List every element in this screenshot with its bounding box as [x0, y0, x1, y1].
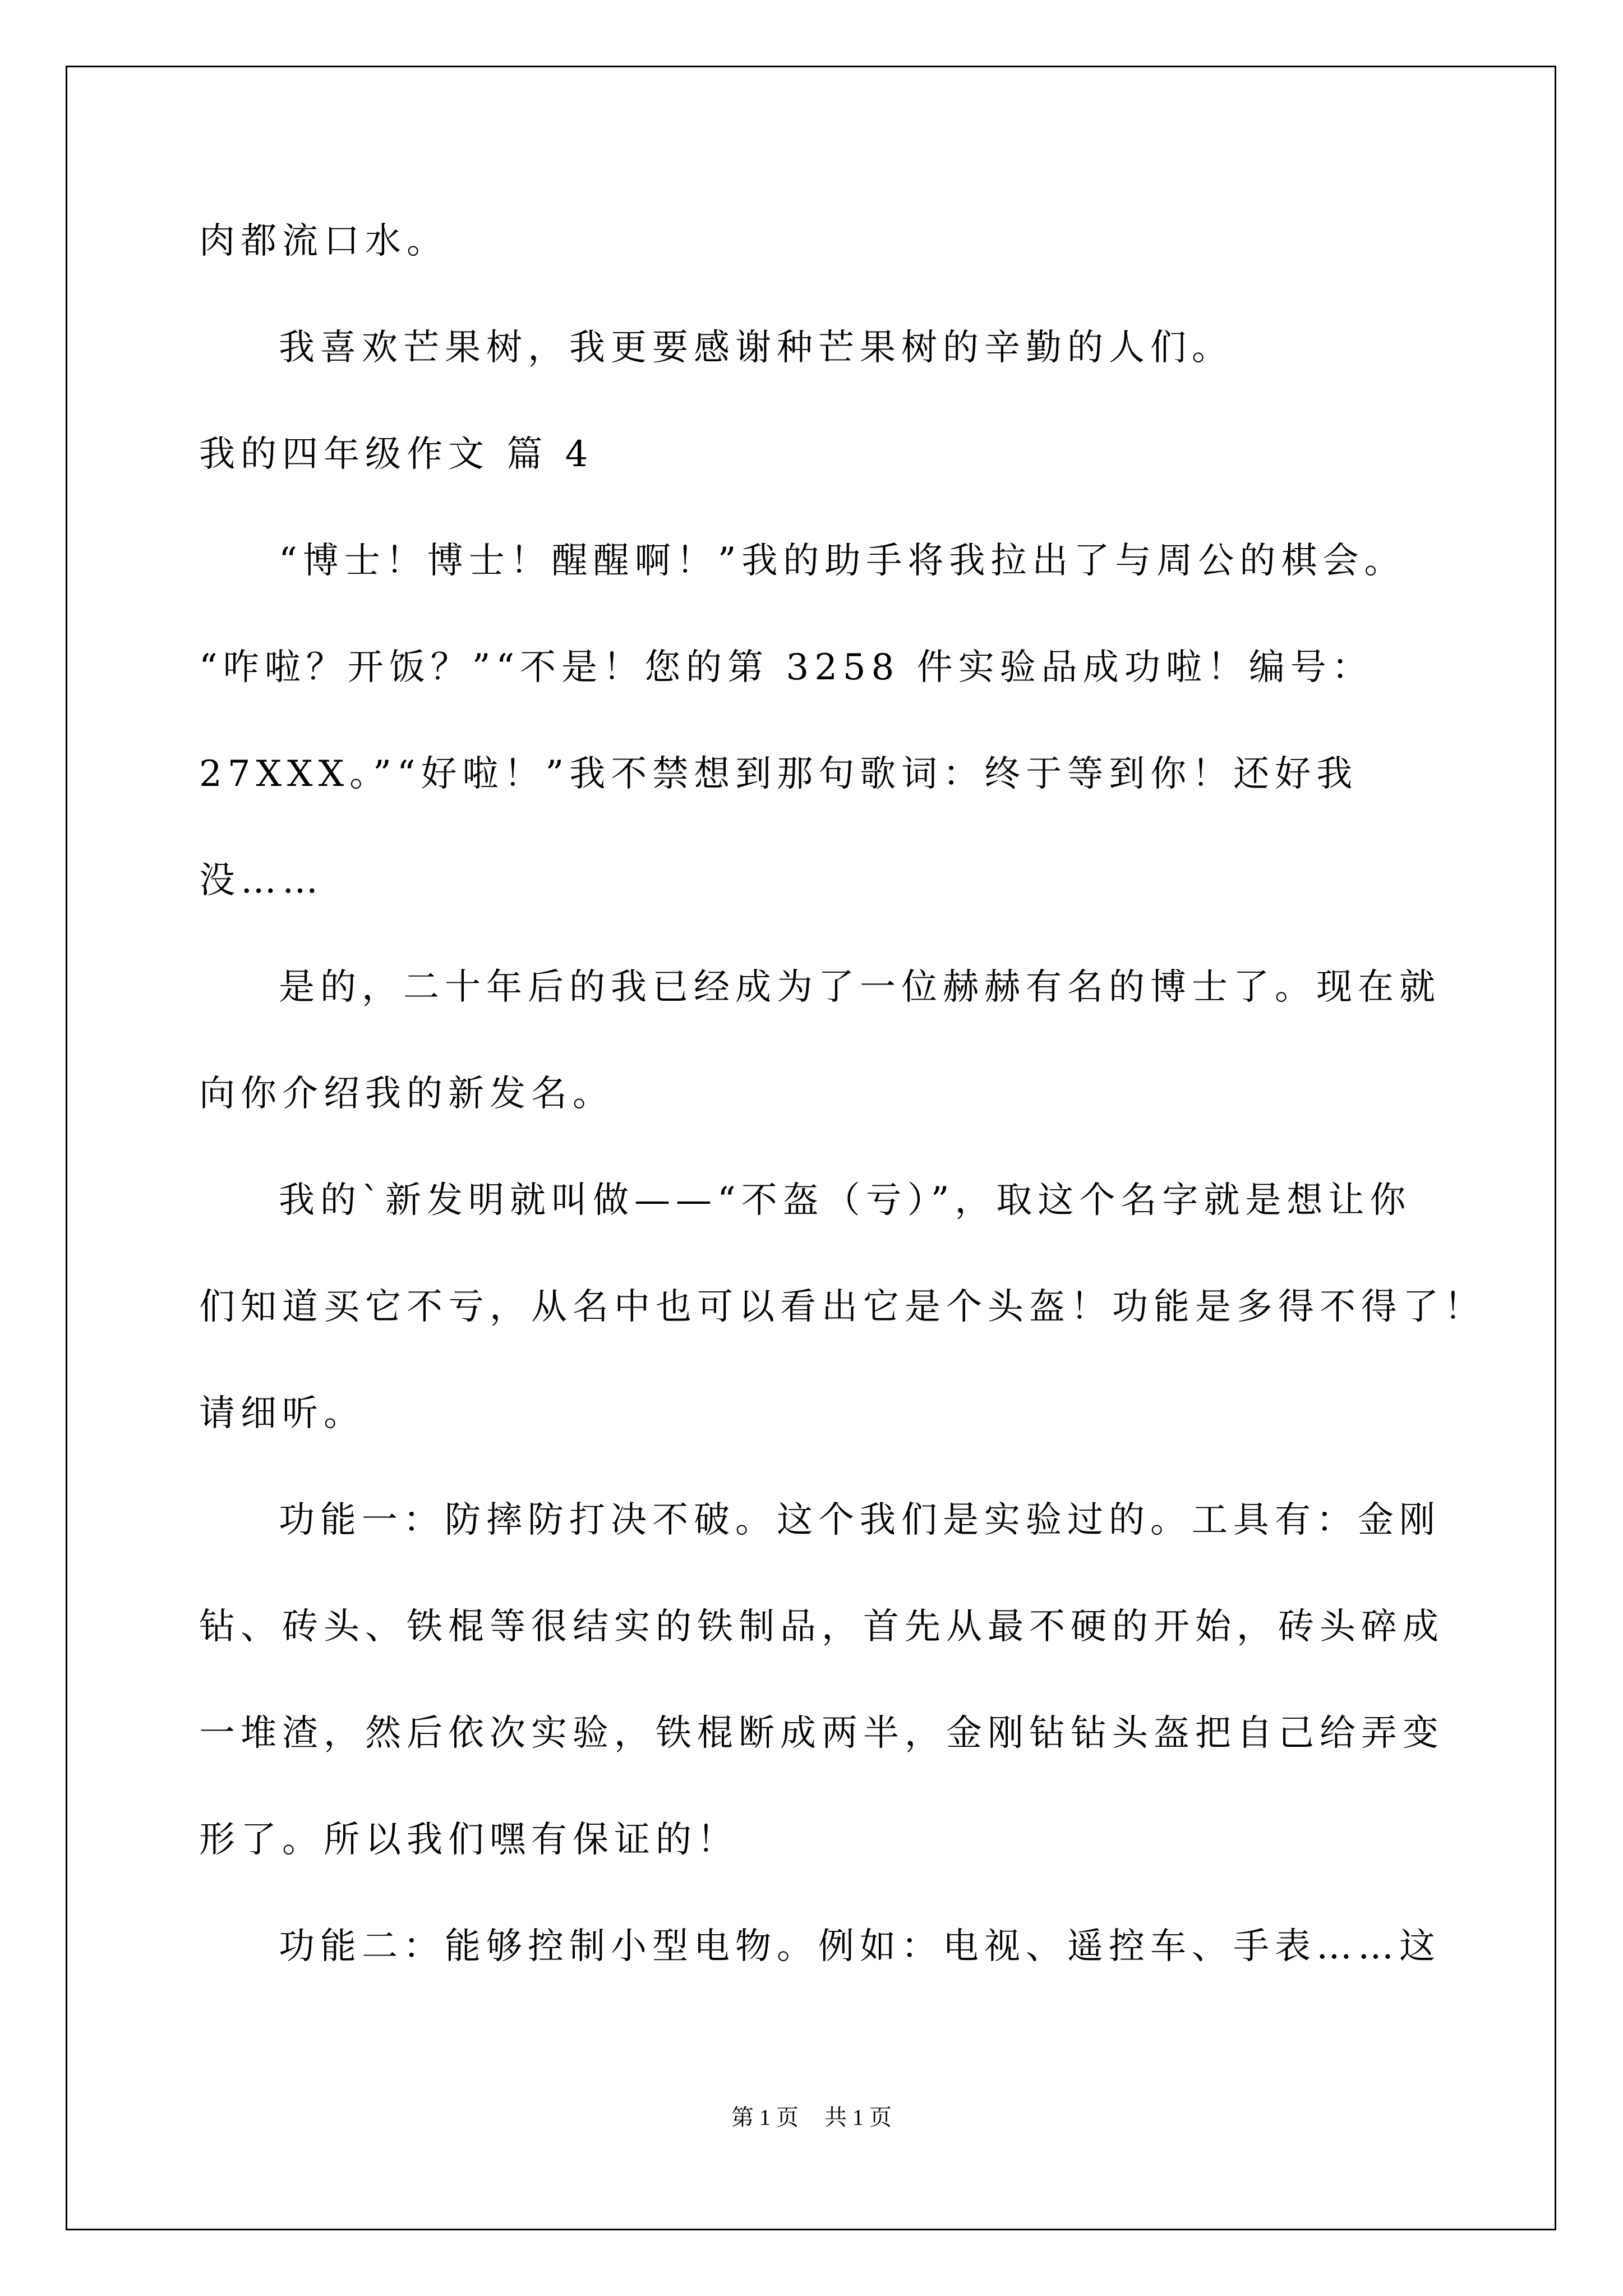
page-footer	[0, 2101, 1623, 2134]
paragraph-line: 我喜欢芒果树，我更要感谢种芒果树的辛勤的人们。	[279, 327, 1233, 369]
paragraph-line: 没……	[199, 860, 324, 901]
paragraph-line: 一堆渣，然后依次实验，铁棍断成两半，金刚钻钻头盔把自己给弄变	[199, 1713, 1444, 1754]
paragraph-line: 向你介绍我的新发名。	[199, 1073, 614, 1115]
paragraph-line: 我的`新发明就叫做——“不盔（亏）”，取这个名字就是想让你	[279, 1180, 1412, 1221]
paragraph-line: “咋啦？开饭？”“不是！您的第 3258 件实验品成功啦！编号：	[199, 647, 1373, 688]
paragraph-line: 形了。所以我们嘿有保证的！	[199, 1819, 739, 1861]
page-number-total: 共 1 页	[824, 2105, 892, 2130]
document-body	[199, 188, 1486, 2000]
paragraph-line: 功能二：能够控制小型电物。例如：电视、遥控车、手表……这	[279, 1926, 1441, 1967]
paragraph-line: 钻、砖头、铁棍等很结实的铁制品，首先从最不硬的开始，砖头碎成	[199, 1606, 1444, 1648]
paragraph-line: 27XXX。”“好啦！”我不禁想到那句歌词：终于等到你！还好我	[199, 753, 1358, 795]
paragraph-line: 请细听。	[199, 1393, 365, 1434]
paragraph-line: “博士！博士！醒醒啊！”我的助手将我拉出了与周公的棋会。	[279, 540, 1406, 582]
paragraph-line: 们知道买它不亏，从名中也可以看出它是个头盔！功能是多得不得了！	[199, 1286, 1486, 1328]
paragraph-line: 是的，二十年后的我已经成为了一位赫赫有名的博士了。现在就	[279, 967, 1441, 1008]
paragraph-line: 功能一：防摔防打决不破。这个我们是实验过的。工具有：金刚	[279, 1499, 1441, 1541]
page-number-current: 第 1 页	[731, 2105, 799, 2130]
section-heading: 我的四年级作文 篇 4	[199, 434, 594, 475]
paragraph-line: 肉都流口水。	[199, 220, 448, 262]
